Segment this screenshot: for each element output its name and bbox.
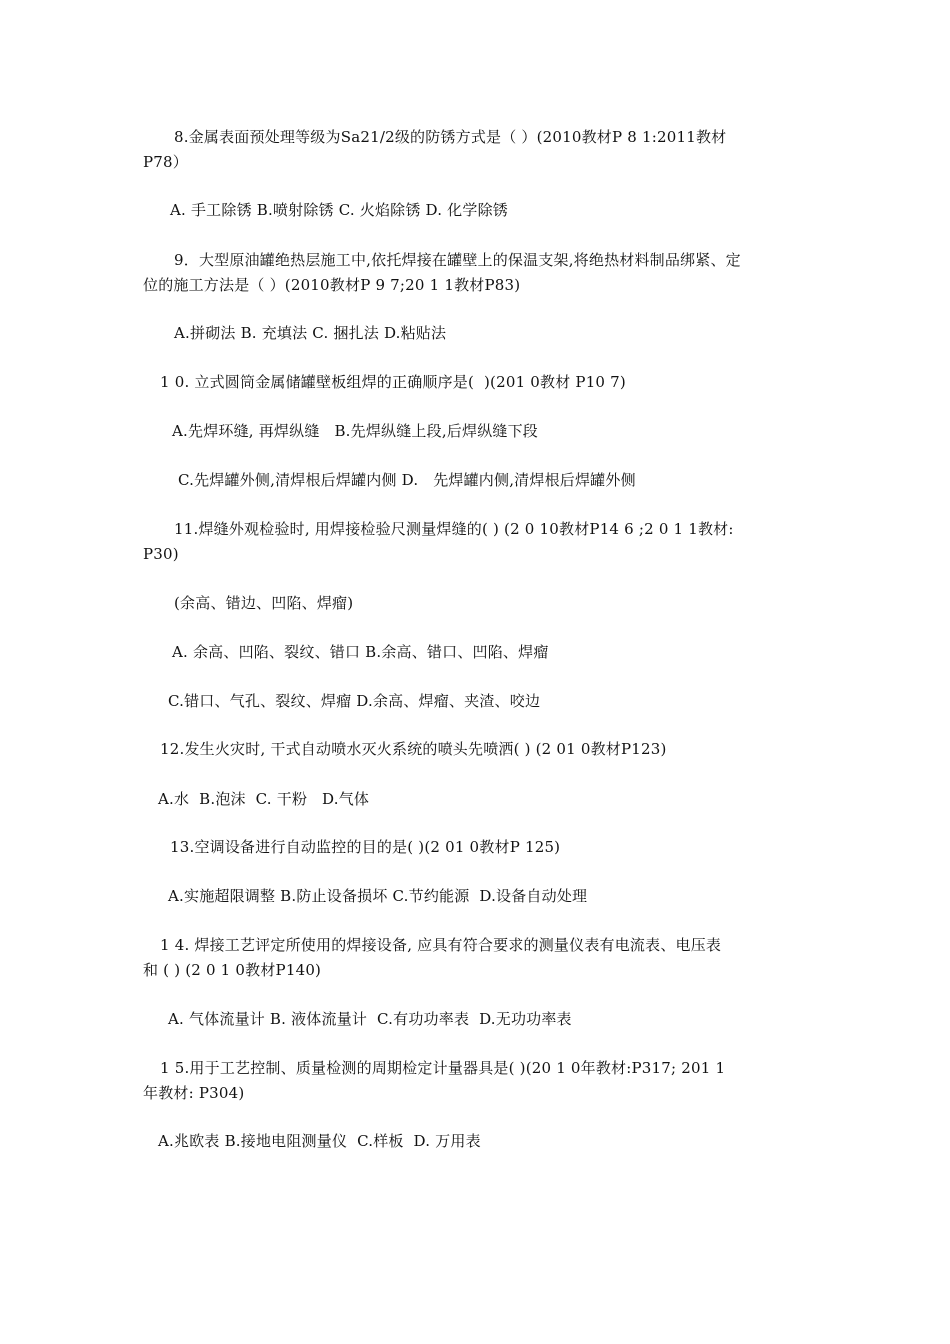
q11-text-line1: 11.焊缝外观检验时, 用焊接检验尺测量焊缝的( ) (2 0 10教材P14 6 ;2 0 1 1教材:	[174, 520, 734, 538]
q11-text-line2: P30)	[143, 545, 179, 563]
q9-options: A.拼砌法 B. 充填法 C. 捆扎法 D.粘贴法	[174, 324, 447, 342]
q9-text-line2: 位的施工方法是（ ）(2010教材P 9 7;20 1 1教材P83)	[143, 276, 521, 294]
q14-text-line1: 1 4. 焊接工艺评定所使用的焊接设备, 应具有符合要求的测量仪表有电流表、电压表	[160, 936, 722, 954]
q12-text: 12.发生火灾时, 干式自动喷水灭火系统的喷头先喷洒( ) (2 01 0教材P123)	[160, 740, 667, 758]
q11-options-ab: A. 余高、凹陷、裂纹、错口 B.余高、错口、凹陷、焊瘤	[172, 643, 549, 661]
q8-options: A. 手工除锈 B.喷射除锈 C. 火焰除锈 D. 化学除锈	[170, 201, 508, 219]
q14-options: A. 气体流量计 B. 液体流量计 C.有功功率表 D.无功功率表	[168, 1010, 572, 1028]
q15-text-line2: 年教材: P304)	[143, 1084, 245, 1102]
q11-options-cd: C.错口、气孔、裂纹、焊瘤 D.余高、焊瘤、夹渣、咬边	[168, 692, 541, 710]
q10-options-cd: C.先焊罐外侧,清焊根后焊罐内侧 D. 先焊罐内侧,清焊根后焊罐外侧	[178, 471, 636, 489]
q8-text-line2: P78）	[143, 153, 188, 171]
q8-text-line1: 8.金属表面预处理等级为Sa21/2级的防锈方式是（ ）(2010教材P 8 1:2011教材	[174, 128, 727, 146]
q13-text: 13.空调设备进行自动监控的目的是( )(2 01 0教材P 125)	[170, 838, 561, 856]
q15-options: A.兆欧表 B.接地电阻测量仪 C.样板 D. 万用表	[158, 1132, 481, 1150]
q13-options: A.实施超限调整 B.防止设备损坏 C.节约能源 D.设备自动处理	[168, 887, 588, 905]
q10-text: 1 0. 立式圆筒金属储罐壁板组焊的正确顺序是( )(201 0教材 P10 7)	[160, 373, 626, 391]
q11-answer-note: (余高、错边、凹陷、焊瘤)	[174, 594, 354, 612]
q9-text-line1: 9．大型原油罐绝热层施工中,依托焊接在罐壁上的保温支架,将绝热材料制品绑紧、定	[174, 251, 741, 269]
q15-text-line1: 1 5.用于工艺控制、质量检测的周期检定计量器具是( )(20 1 0年教材:P317; 201 1	[160, 1059, 726, 1077]
q12-options: A.水 B.泡沫 C. 干粉 D.气体	[158, 790, 370, 808]
q10-options-ab: A.先焊环缝, 再焊纵缝 B.先焊纵缝上段,后焊纵缝下段	[172, 422, 539, 440]
q14-text-line2: 和 ( ) (2 0 1 0教材P140)	[143, 961, 322, 979]
